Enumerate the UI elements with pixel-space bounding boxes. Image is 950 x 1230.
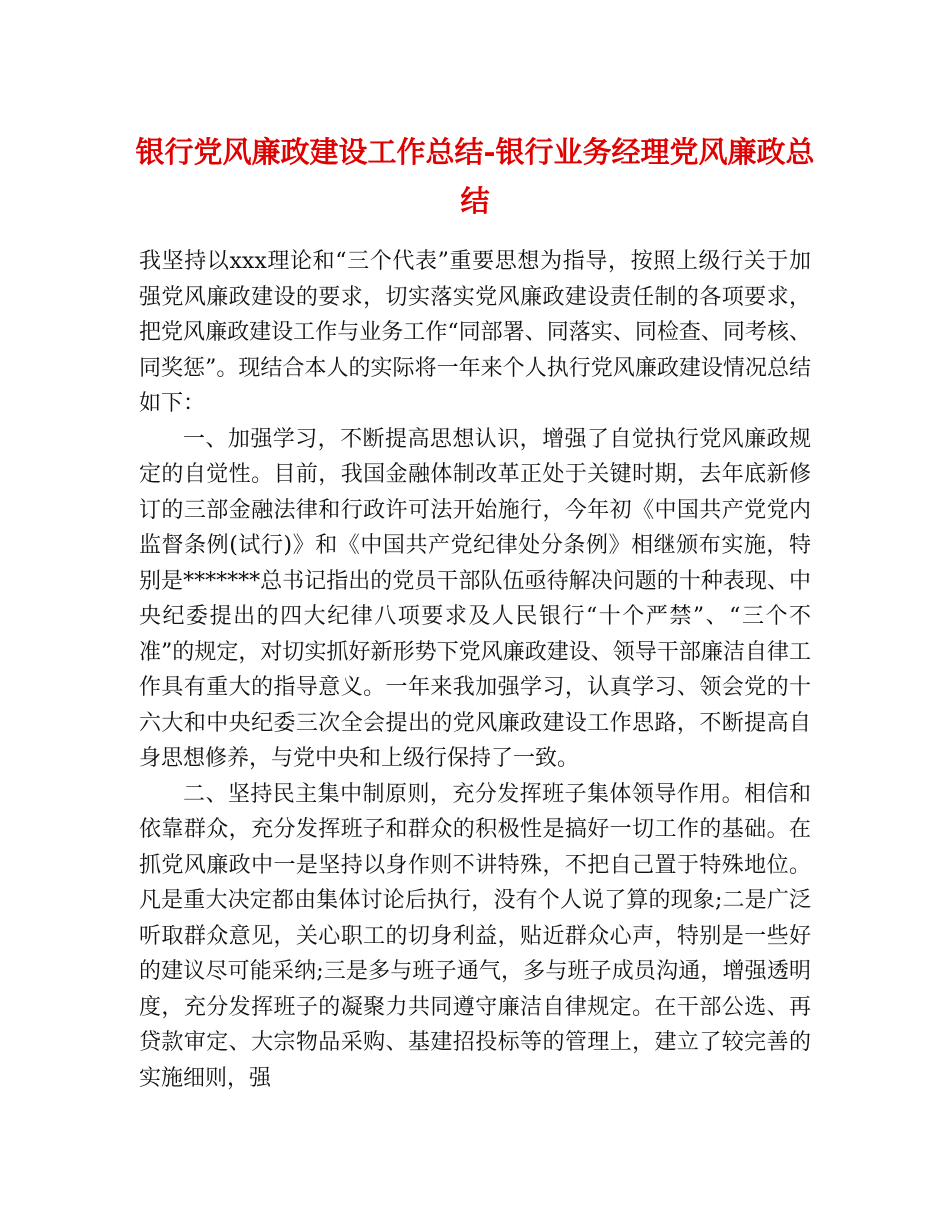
document-title: 银行党风廉政建设工作总结-银行业务经理党风廉政总结 <box>135 135 815 218</box>
document-body <box>139 244 811 1096</box>
paragraph-intro: 我坚持以xxx理论和“三个代表”重要思想为指导，按照上级行关于加强党风廉政建设的要求，切实落实党风廉政建设责任制的各项要求，把党风廉政建设工作与业务工作“同部署、同落实、同检查、同考核、同奖惩”。现结合本人的实际将一年来个人执行党风廉政建设情况总结如下： <box>139 249 811 416</box>
paragraph-section-1: 一、加强学习，不断提高思想认识，增强了自觉执行党风廉政规定的自觉性。目前，我国金融体制改革正处于关键时期，去年底新修订的三部金融法律和行政许可法开始施行，今年初《中国共产党党内监督条例(试行)》和《中国共产党纪律处分条例》相继颁布实施，特别是*******总书记指出的党员干部队伍亟待解决问题的十种表现、中央纪委提出的四大纪律八项要求及人民银行“十个严禁”、“三个不准”的规定，对切实抓好新形势下党风廉政建设、领导干部廉洁自律工作具有重大的指导意义。一年来我加强学习，认真学习、领会党的十六大和中央纪委三次全会提出的党风廉政建设工作思路，不断提高自身思想修养，与党中央和上级行保持了一致。 <box>139 426 811 771</box>
paragraph-section-2: 二、坚持民主集中制原则，充分发挥班子集体领导作用。相信和依靠群众，充分发挥班子和群众的积极性是搞好一切工作的基础。在抓党风廉政中一是坚持以身作则不讲特殊，不把自己置于特殊地位。凡是重大决定都由集体讨论后执行，没有个人说了算的现象;二是广泛听取群众意见，关心职工的切身利益，贴近群众心声，特别是一些好的建议尽可能采纳;三是多与班子通气，多与班子成员沟通，增强透明度，充分发挥班子的凝聚力共同遵守廉洁自律规定。在干部公选、再贷款审定、大宗物品采购、基建招投标等的管理上，建立了较完善的实施细则，强 <box>139 781 811 1091</box>
